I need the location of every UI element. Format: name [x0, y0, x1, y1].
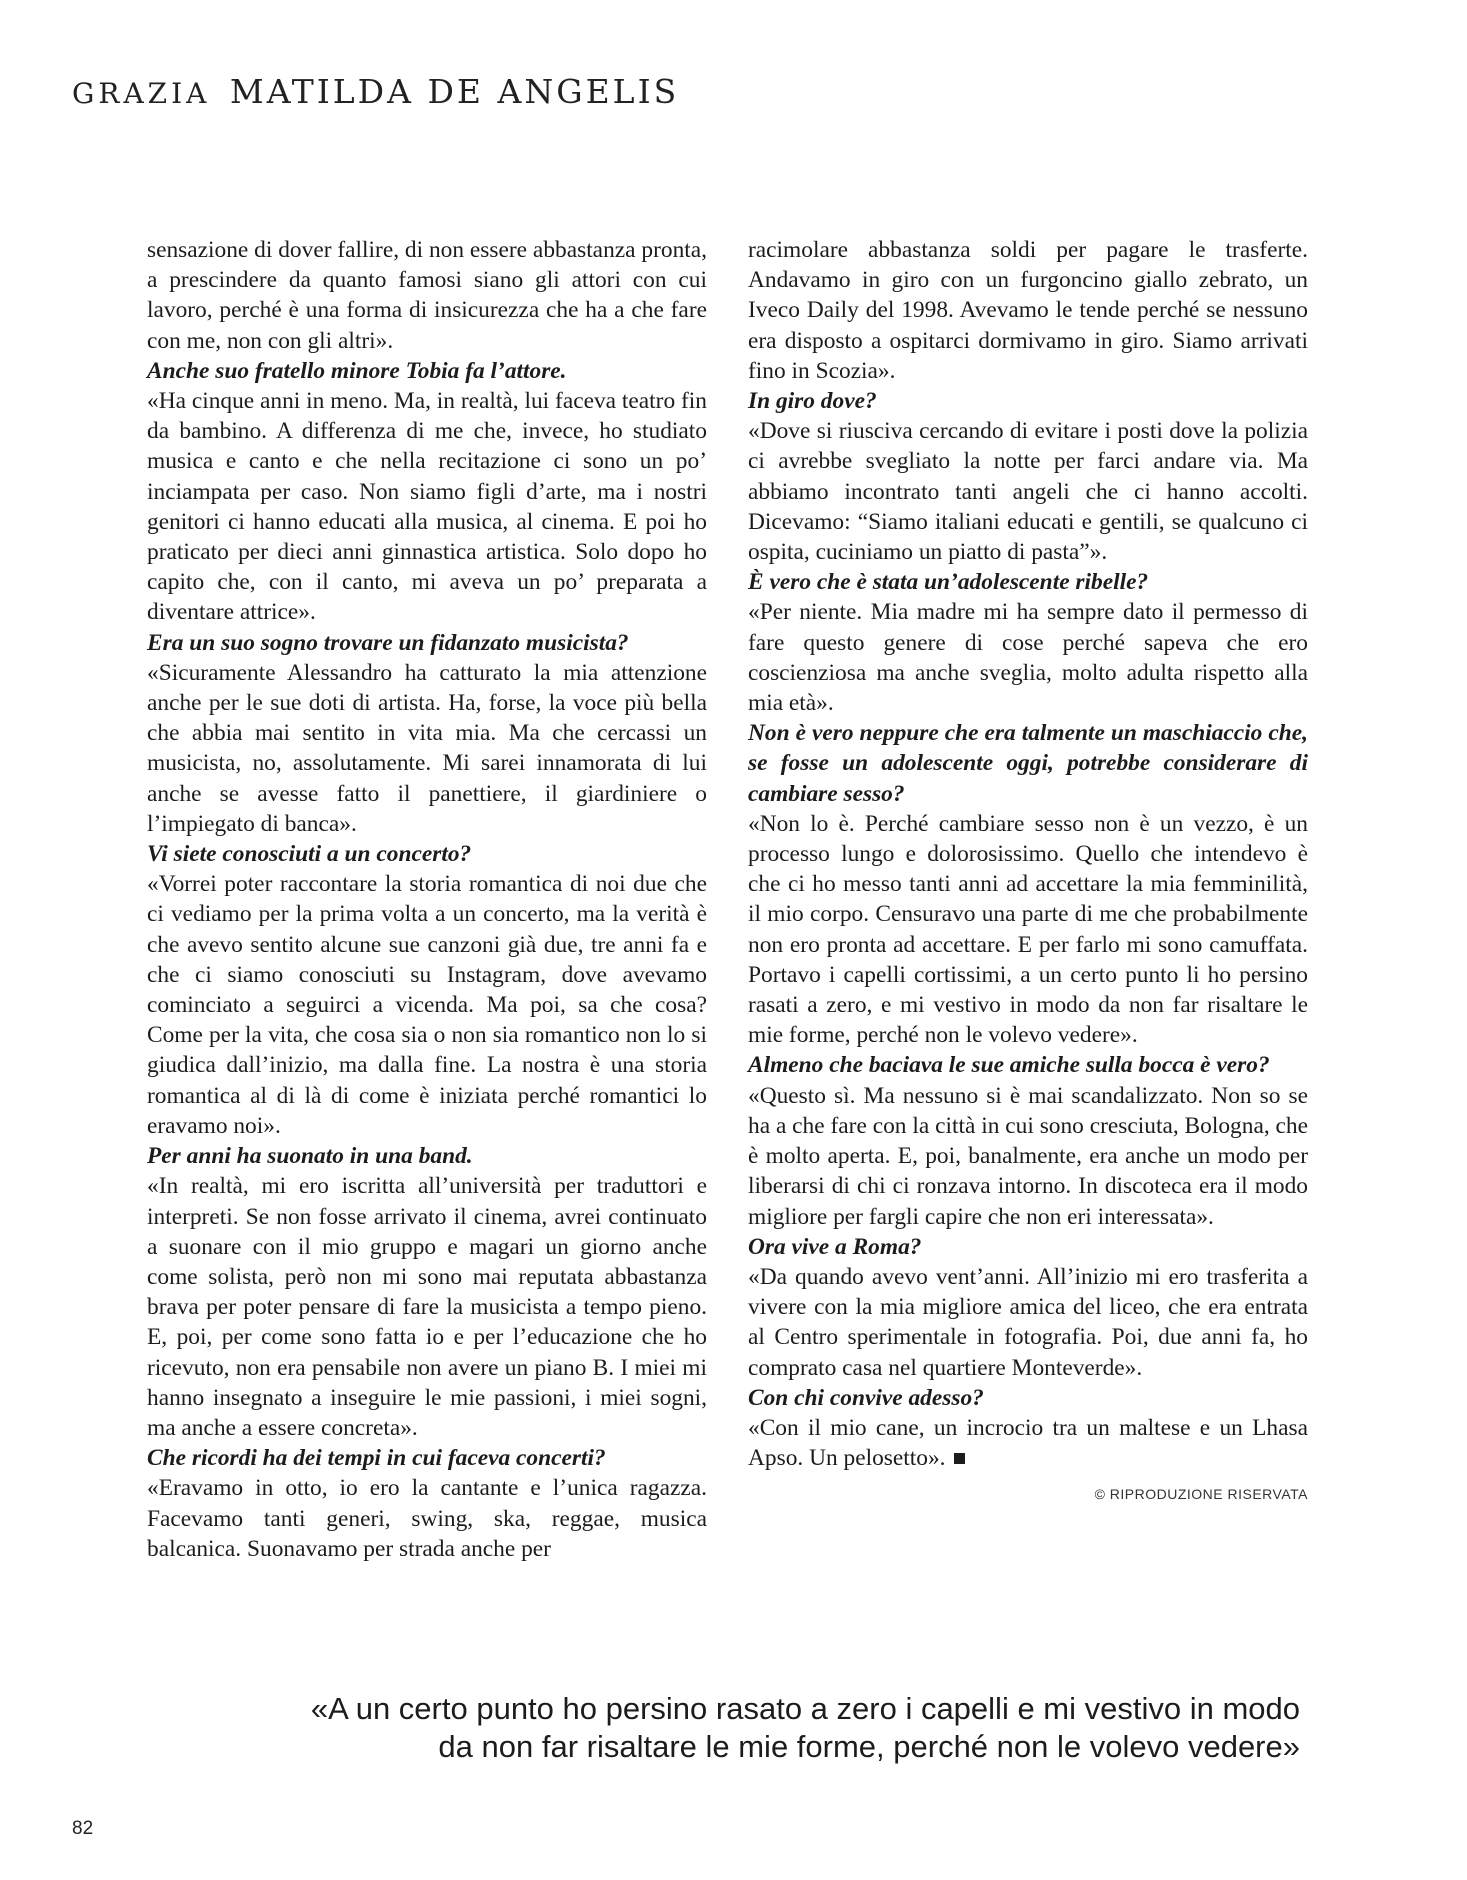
question: Almeno che baciava le sue amiche sulla bocca è vero?	[748, 1052, 1270, 1079]
answer-paragraph: sensazione di dover fallire, di non essere abbastanza pronta, a prescindere da quanto famosi siano gli attori con cui lavoro, perché è una forma di insicurezza che ha a che fare con me, non con gli altri».	[147, 237, 707, 354]
right-column	[748, 235, 1308, 1510]
answer-paragraph: «Non lo è. Perché cambiare sesso non è un vezzo, è un processo lungo e dolorosissimo. Quello che intendevo è che ci ho messo tanti anni ad accettare la mia femminilità, il mio corpo. Censuravo una parte di me che probabilmente non ero pronta ad accettare. E per farlo mi sono camuffata. Portavo i capelli cortissimi, a un certo punto li ho persino rasati a zero, e mi vestivo in modo da non far risaltare le mie forme, perché non le volevo vedere».	[748, 810, 1308, 1049]
answer-paragraph: racimolare abbastanza soldi per pagare le trasferte. Andavamo in giro con un furgoncino giallo zebrato, un Iveco Daily del 1998. Avevamo le tende perché se nessuno era disposto a ospitarci dormivamo in giro. Siamo arrivati fino in Scozia».	[748, 237, 1308, 384]
answer-paragraph: «Eravamo in otto, io ero la cantante e l’unica ragazza. Facevamo tanti generi, swing, ska, reggae, musica balcanica. Suonavamo per strada anche per	[147, 1475, 707, 1562]
question: Con chi convive adesso?	[748, 1384, 984, 1411]
question: Era un suo sogno trovare un fidanzato musicista?	[147, 629, 629, 656]
question: Ora vive a Roma?	[748, 1233, 922, 1260]
answer-paragraph: «Per niente. Mia madre mi ha sempre dato il permesso di fare questo genere di cose perché sapeva che ero coscienziosa ma anche sveglia, molto adulta rispetto alla mia età».	[748, 599, 1308, 717]
question: Per anni ha suonato in una band.	[147, 1143, 473, 1170]
pull-quote	[140, 1690, 1300, 1766]
answer-paragraph: «Ha cinque anni in meno. Ma, in realtà, lui faceva teatro fin da bambino. A differenza di me che, invece, ho studiato musica e canto e che nella recitazione ci sono un po’ inciampata per caso. Non siamo figli d’arte, ma i nostri genitori ci hanno educati alla musica, al cinema. E poi ho praticato per dieci anni ginnastica artistica. Solo dopo ho capito che, con il canto, mi aveva un po’ preparata a diventare attrice».	[147, 388, 707, 626]
answer-paragraph: «Sicuramente Alessandro ha catturato la mia attenzione anche per le sue doti di artista. Ha, forse, la voce più bella che abbia mai sentito in vita mia. Ma che cercassi un musicista, no, assolutamente. Mi sarei innamorata di lui anche se avesse fatto il panettiere, il giardiniere o l’impiegato di banca».	[147, 659, 707, 837]
question: In giro dove?	[748, 388, 877, 415]
copyright-notice: © RIPRODUZIONE RISERVATA	[1094, 1486, 1308, 1503]
magazine-brand: GRAZIA	[72, 77, 211, 110]
question: Vi siete conosciuti a un concerto?	[147, 841, 472, 868]
page-header	[72, 72, 679, 111]
article-title: MATILDA DE ANGELIS	[229, 72, 680, 111]
question: È vero che è stata un’adolescente ribelle?	[748, 569, 1149, 596]
answer-paragraph: «Vorrei poter raccontare la storia romantica di noi due che ci vediamo per la prima volta a un concerto, ma la verità è che avevo sentito alcune sue canzoni già due, tre anni fa e che ci siamo conosciuti su Instagram, dove avevamo cominciato a seguirci a vicenda. Ma poi, sa che cosa? Come per la vita, che cosa sia o non sia romantico non lo si giudica dall’inizio, ma dalla fine. La nostra è una storia romantica al di là di come è iniziata perché romantici lo eravamo noi».	[147, 871, 707, 1139]
page-number: 82	[72, 1818, 94, 1839]
question: Anche suo fratello minore Tobia fa l’attore.	[147, 357, 567, 384]
question: Che ricordi ha dei tempi in cui faceva concerti?	[147, 1445, 606, 1472]
left-column	[147, 235, 707, 1564]
final-answer	[748, 1413, 1308, 1473]
answer-paragraph: «In realtà, mi ero iscritta all’università per traduttori e interpreti. Se non fosse arrivato il cinema, avrei continuato a suonare con il mio gruppo e magari un giorno anche come solista, però non mi sono mai reputata abbastanza brava per poter pensare di fare la musicista a tempo pieno. E, poi, per come sono fatta io e per l’educazione che ho ricevuto, non era pensabile non avere un piano B. I miei mi hanno insegnato a inseguire le mie passioni, i miei sogni, ma anche a essere concreta».	[147, 1173, 707, 1441]
end-of-article-mark	[954, 1453, 965, 1464]
question: Non è vero neppure che era talmente un maschiaccio che, se fosse un adolescente oggi, potrebbe considerare di cambiare sesso?	[748, 720, 1308, 807]
answer-paragraph: «Questo sì. Ma nessuno si è mai scandalizzato. Non so se ha a che fare con la città in cui sono cresciuta, Bologna, che è molto aperta. E, poi, banalmente, era anche un modo per liberarsi di chi ci ronzava intorno. In discoteca era il modo migliore per fargli capire che non eri interessata».	[748, 1082, 1308, 1230]
pull-quote-line: «A un certo punto ho persino rasato a zero i capelli e mi vestivo in modo	[310, 1691, 1300, 1726]
final-answer-text: «Con il mio cane, un incrocio tra un maltese e un Lhasa Apso. Un pelosetto».	[748, 1414, 1308, 1472]
answer-paragraph: «Da quando avevo vent’anni. All’inizio mi ero trasferita a vivere con la mia migliore amica del liceo, che era entrata al Centro sperimentale in fotografia. Poi, due anni fa, ho comprato casa nel quartiere Monteverde».	[748, 1263, 1308, 1381]
answer-paragraph: «Dove si riusciva cercando di evitare i posti dove la polizia ci avrebbe svegliato la notte per farci andare via. Ma abbiamo incontrato tanti angeli che ci hanno accolti. Dicevamo: “Siamo italiani educati e gentili, se qualcuno ci ospita, cuciniamo un piatto di pasta”».	[748, 418, 1308, 566]
pull-quote-line: da non far risaltare le mie forme, perché non le volevo vedere»	[438, 1729, 1300, 1764]
